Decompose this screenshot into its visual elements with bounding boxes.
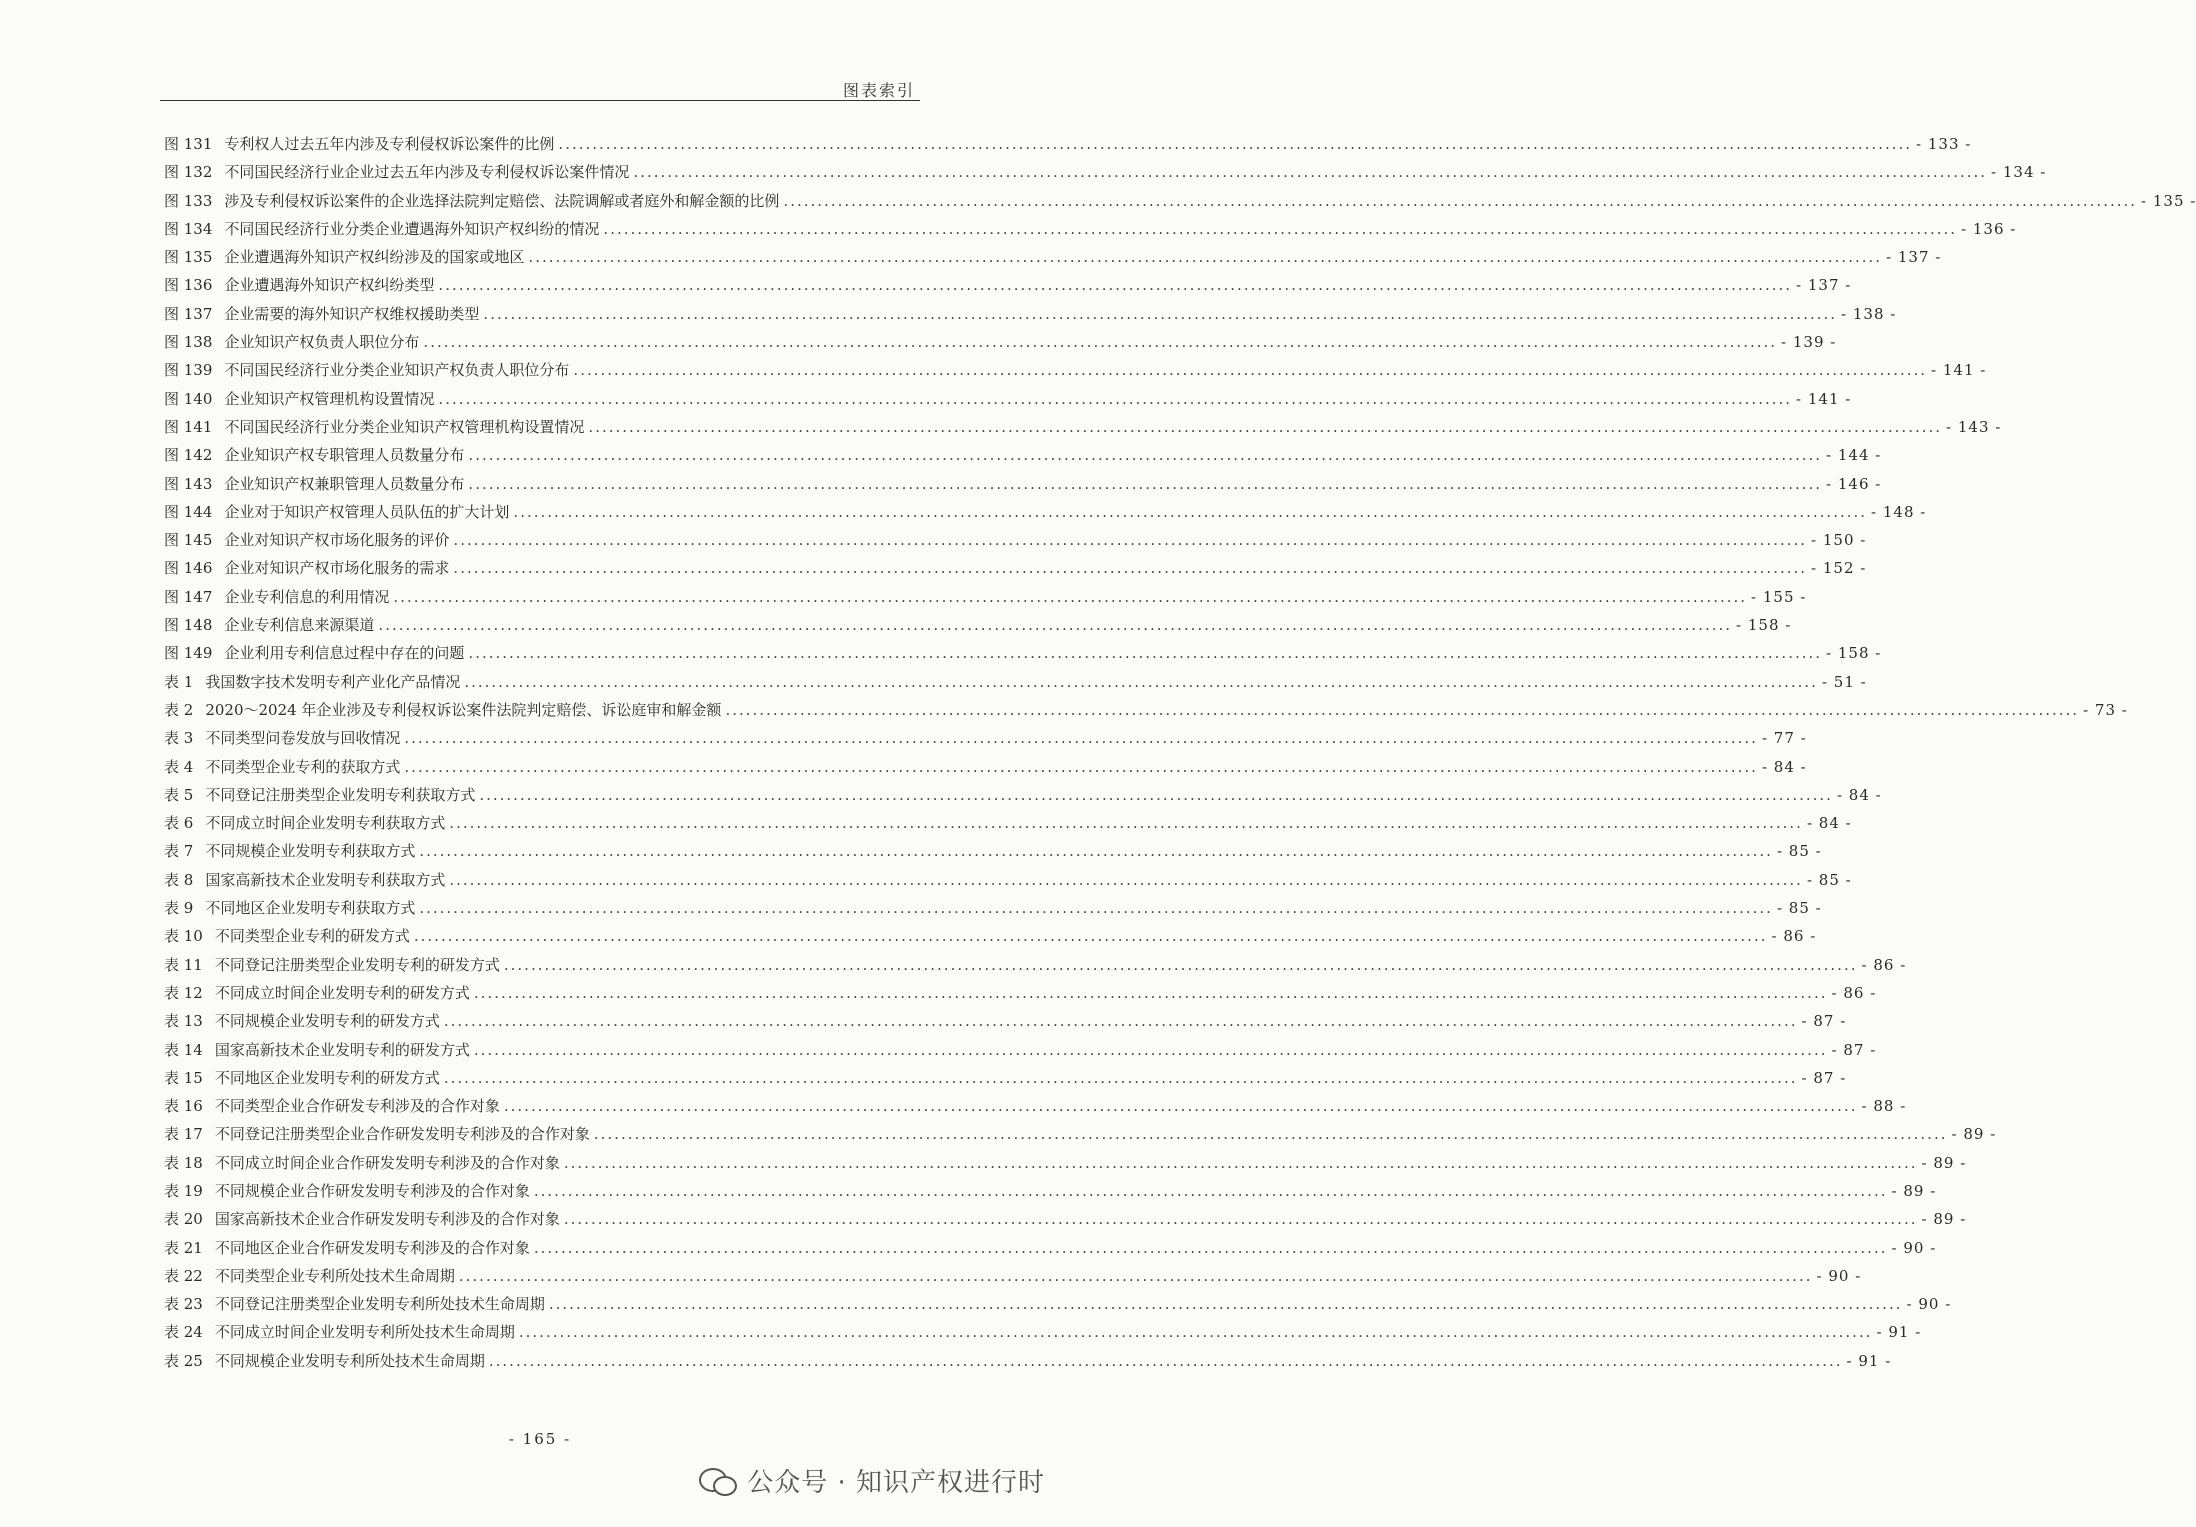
toc-entry-page: - 73 - — [2083, 700, 2128, 719]
toc-leader-dots: ........................................................................................................................................................................................................ — [438, 389, 1793, 408]
toc-entry-number: 表 22 — [164, 1266, 203, 1285]
toc-entry[interactable] — [164, 639, 1882, 667]
toc-leader-dots: ........................................................................................................................................................................................................ — [548, 1295, 1903, 1314]
toc-entry-number: 图 141 — [164, 417, 213, 436]
toc-entry-title: 不同地区企业合作研发发明专利涉及的合作对象 — [214, 1238, 530, 1257]
toc-entry-title: 我国数字技术发明专利产业化产品情况 — [205, 672, 461, 691]
toc-entry-number: 表 23 — [164, 1295, 203, 1314]
toc-entry-title: 企业知识产权专职管理人员数量分布 — [224, 446, 465, 465]
toc-entry[interactable] — [164, 809, 1852, 837]
toc-leader-dots: ........................................................................................................................................................................................................ — [503, 1097, 1858, 1116]
table-of-figures-list — [164, 130, 2196, 1375]
toc-entry-page: - 155 - — [1751, 587, 1807, 606]
toc-leader-dots: ........................................................................................................................................................................................................ — [438, 276, 1793, 295]
toc-entry-title: 不同国民经济行业分类企业知识产权负责人职位分布 — [224, 361, 570, 380]
toc-entry[interactable] — [164, 611, 1792, 639]
toc-entry[interactable] — [164, 1149, 1967, 1177]
toc-entry-number: 图 137 — [164, 304, 213, 323]
toc-entry-number: 表 10 — [164, 927, 203, 946]
toc-entry-title: 企业专利信息来源渠道 — [224, 616, 375, 635]
toc-entry-number: 表 5 — [164, 785, 194, 804]
toc-entry-title: 企业遭遇海外知识产权纠纷涉及的国家或地区 — [224, 248, 525, 267]
toc-entry-number: 图 148 — [164, 616, 213, 635]
toc-entry-title: 不同地区企业发明专利的研发方式 — [214, 1068, 440, 1087]
toc-leader-dots: ........................................................................................................................................................................................................ — [783, 191, 2138, 210]
toc-entry-title: 不同规模企业发明专利获取方式 — [205, 842, 416, 861]
toc-entry[interactable] — [164, 583, 1807, 611]
toc-entry-number: 表 1 — [164, 672, 194, 691]
toc-entry[interactable] — [164, 951, 1907, 979]
toc-entry-page: - 136 - — [1961, 219, 2017, 238]
toc-entry[interactable] — [164, 837, 1822, 865]
toc-entry-title: 不同类型企业专利的获取方式 — [205, 757, 401, 776]
toc-entry-number: 表 18 — [164, 1153, 203, 1172]
toc-entry-page: - 152 - — [1811, 559, 1867, 578]
toc-entry-title: 不同登记注册类型企业发明专利的研发方式 — [214, 955, 500, 974]
toc-leader-dots: ........................................................................................................................................................................................................ — [449, 870, 1803, 889]
toc-entry-title: 国家高新技术企业发明专利获取方式 — [205, 870, 446, 889]
toc-entry[interactable] — [164, 1318, 1922, 1346]
toc-entry-title: 企业对知识产权市场化服务的需求 — [224, 559, 450, 578]
toc-entry[interactable] — [164, 526, 1867, 554]
toc-entry-title: 不同登记注册类型企业发明专利所处技术生命周期 — [214, 1295, 545, 1314]
toc-entry[interactable] — [164, 753, 1807, 781]
toc-entry-number: 表 21 — [164, 1238, 203, 1257]
toc-leader-dots: ........................................................................................................................................................................................................ — [458, 1266, 1813, 1285]
toc-leader-dots: ........................................................................................................................................................................................................ — [558, 135, 1913, 153]
toc-entry-page: - 90 - — [1816, 1266, 1862, 1285]
toc-entry-page: - 86 - — [1771, 927, 1817, 946]
toc-entry[interactable] — [164, 356, 1987, 384]
toc-entry[interactable] — [164, 385, 1852, 413]
toc-entry-title: 2020～2024 年企业涉及专利侵权诉讼案件法院判定赔偿、诉讼庭审和解金额 — [205, 700, 722, 719]
toc-entry[interactable] — [164, 1120, 1997, 1148]
toc-entry-title: 企业知识产权负责人职位分布 — [224, 333, 420, 352]
toc-leader-dots: ........................................................................................................................................................................................................ — [473, 1040, 1828, 1059]
toc-entry-title: 不同类型企业合作研发专利涉及的合作对象 — [214, 1097, 500, 1116]
toc-entry-number: 图 149 — [164, 644, 213, 663]
toc-entry[interactable] — [164, 724, 1807, 752]
toc-entry[interactable] — [164, 1177, 1937, 1205]
toc-entry-title: 企业利用专利信息过程中存在的问题 — [224, 644, 465, 663]
toc-entry[interactable] — [164, 1064, 1847, 1092]
wechat-icon — [699, 1466, 737, 1496]
toc-entry[interactable] — [164, 1234, 1937, 1262]
toc-entry-number: 表 19 — [164, 1181, 203, 1200]
toc-leader-dots: ........................................................................................................................................................................................................ — [423, 333, 1778, 352]
toc-entry[interactable] — [164, 1205, 1967, 1233]
toc-entry-page: - 141 - — [1931, 361, 1987, 380]
toc-leader-dots: ........................................................................................................................................................................................................ — [404, 757, 1758, 776]
toc-entry-page: - 139 - — [1781, 333, 1837, 352]
toc-leader-dots: ........................................................................................................................................................................................................ — [468, 644, 1823, 663]
toc-leader-dots: ........................................................................................................................................................................................................ — [449, 814, 1803, 833]
toc-entry-page: - 89 - — [1921, 1210, 1967, 1229]
toc-entry[interactable] — [164, 1290, 1952, 1318]
toc-entry-number: 图 132 — [164, 163, 213, 182]
toc-entry[interactable] — [164, 1036, 1877, 1064]
toc-entry-number: 表 2 — [164, 700, 194, 719]
toc-entry-title: 不同规模企业发明专利的研发方式 — [214, 1012, 440, 1031]
toc-entry-number: 表 6 — [164, 814, 194, 833]
toc-entry-number: 表 16 — [164, 1097, 203, 1116]
toc-entry-number: 表 24 — [164, 1323, 203, 1342]
toc-entry-number: 图 140 — [164, 389, 213, 408]
toc-entry-number: 表 11 — [164, 955, 203, 974]
toc-leader-dots: ........................................................................................................................................................................................................ — [479, 785, 1833, 804]
toc-entry-page: - 89 - — [1921, 1153, 1967, 1172]
toc-entry-number: 图 136 — [164, 276, 213, 295]
toc-entry-title: 不同登记注册类型企业发明专利获取方式 — [205, 785, 476, 804]
toc-leader-dots: ........................................................................................................................................................................................................ — [518, 1323, 1873, 1342]
toc-entry-page: - 158 - — [1736, 616, 1792, 635]
toc-entry-title: 涉及专利侵权诉讼案件的企业选择法院判定赔偿、法院调解或者庭外和解金额的比例 — [224, 191, 780, 210]
toc-entry-page: - 146 - — [1826, 474, 1882, 493]
toc-entry[interactable] — [164, 668, 1867, 696]
toc-entry[interactable] — [164, 1262, 1862, 1290]
header-divider — [160, 100, 920, 101]
toc-entry-number: 表 13 — [164, 1012, 203, 1031]
toc-leader-dots: ........................................................................................................................................................................................................ — [473, 983, 1828, 1002]
toc-entry[interactable] — [164, 922, 1817, 950]
toc-entry[interactable] — [164, 894, 1822, 922]
toc-entry-page: - 138 - — [1841, 304, 1897, 323]
toc-entry-page: - 91 - — [1846, 1351, 1892, 1370]
page-number: - 165 - — [508, 1430, 572, 1448]
toc-entry-number: 表 9 — [164, 899, 194, 918]
toc-leader-dots: ........................................................................................................................................................................................................ — [573, 361, 1928, 380]
toc-entry-title: 不同地区企业发明专利获取方式 — [205, 899, 416, 918]
toc-entry-title: 不同国民经济行业企业过去五年内涉及专利侵权诉讼案件情况 — [224, 163, 630, 182]
toc-entry-title: 不同成立时间企业合作研发发明专利涉及的合作对象 — [214, 1153, 560, 1172]
toc-entry-page: - 89 - — [1951, 1125, 1997, 1144]
toc-entry[interactable] — [164, 1347, 1892, 1375]
toc-leader-dots: ........................................................................................................................................................................................................ — [404, 729, 1758, 748]
toc-entry[interactable] — [164, 696, 2128, 724]
toc-entry-page: - 77 - — [1761, 729, 1807, 748]
toc-entry[interactable] — [164, 243, 1942, 271]
toc-entry[interactable] — [164, 866, 1852, 894]
toc-leader-dots: ........................................................................................................................................................................................................ — [488, 1351, 1843, 1370]
toc-entry-title: 不同类型企业专利的研发方式 — [214, 927, 410, 946]
toc-entry-title: 不同登记注册类型企业合作研发发明专利涉及的合作对象 — [214, 1125, 590, 1144]
toc-entry-number: 图 134 — [164, 219, 213, 238]
toc-entry-page: - 90 - — [1906, 1295, 1952, 1314]
toc-leader-dots: ........................................................................................................................................................................................................ — [413, 927, 1768, 946]
toc-entry[interactable] — [164, 158, 2047, 186]
toc-leader-dots: ........................................................................................................................................................................................................ — [513, 502, 1868, 521]
toc-entry-page: - 85 - — [1806, 870, 1852, 889]
toc-entry-page: - 158 - — [1826, 644, 1882, 663]
toc-entry[interactable] — [164, 215, 2017, 243]
toc-entry-number: 表 12 — [164, 983, 203, 1002]
toc-entry-title: 企业需要的海外知识产权维权援助类型 — [224, 304, 480, 323]
toc-leader-dots: ........................................................................................................................................................................................................ — [588, 417, 1943, 436]
toc-entry[interactable] — [164, 1092, 1907, 1120]
toc-entry-number: 图 144 — [164, 502, 213, 521]
watermark-text: 公众号 · 知识产权进行时 — [747, 1468, 1045, 1498]
toc-leader-dots: ........................................................................................................................................................................................................ — [464, 672, 1818, 691]
toc-entry-page: - 90 - — [1891, 1238, 1937, 1257]
toc-leader-dots: ........................................................................................................................................................................................................ — [443, 1068, 1798, 1087]
toc-leader-dots: ........................................................................................................................................................................................................ — [533, 1181, 1888, 1200]
toc-leader-dots: ........................................................................................................................................................................................................ — [443, 1012, 1798, 1031]
toc-entry-page: - 134 - — [1991, 163, 2047, 182]
toc-entry-page: - 84 - — [1806, 814, 1852, 833]
toc-entry-title: 企业知识产权兼职管理人员数量分布 — [224, 474, 465, 493]
toc-entry[interactable] — [164, 187, 2196, 215]
toc-leader-dots: ........................................................................................................................................................................................................ — [468, 474, 1823, 493]
toc-entry-page: - 150 - — [1811, 531, 1867, 550]
toc-leader-dots: ........................................................................................................................................................................................................ — [468, 446, 1823, 465]
toc-leader-dots: ........................................................................................................................................................................................................ — [419, 842, 1773, 861]
toc-entry-number: 表 4 — [164, 757, 194, 776]
toc-entry-number: 图 135 — [164, 248, 213, 267]
toc-leader-dots: ........................................................................................................................................................................................................ — [503, 955, 1858, 974]
toc-entry-title: 不同规模企业合作研发发明专利涉及的合作对象 — [214, 1181, 530, 1200]
toc-entry-title: 不同类型企业专利所处技术生命周期 — [214, 1266, 455, 1285]
toc-entry[interactable] — [164, 300, 1897, 328]
toc-entry-page: - 137 - — [1796, 276, 1852, 295]
toc-entry-number: 图 145 — [164, 531, 213, 550]
toc-entry-title: 不同成立时间企业发明专利所处技术生命周期 — [214, 1323, 515, 1342]
watermark — [699, 1462, 1045, 1499]
toc-entry-page: - 91 - — [1876, 1323, 1922, 1342]
toc-entry-title: 不同国民经济行业分类企业知识产权管理机构设置情况 — [224, 417, 585, 436]
toc-entry-number: 图 138 — [164, 333, 213, 352]
toc-leader-dots: ........................................................................................................................................................................................................ — [393, 587, 1748, 606]
toc-leader-dots: ........................................................................................................................................................................................................ — [483, 304, 1838, 323]
toc-entry-page: - 85 - — [1776, 842, 1822, 861]
toc-leader-dots: ........................................................................................................................................................................................................ — [533, 1238, 1888, 1257]
toc-entry-number: 表 15 — [164, 1068, 203, 1087]
toc-entry-number: 表 7 — [164, 842, 194, 861]
toc-entry-number: 图 147 — [164, 587, 213, 606]
toc-entry[interactable] — [164, 498, 1927, 526]
toc-entry-page: - 148 - — [1871, 502, 1927, 521]
toc-leader-dots: ........................................................................................................................................................................................................ — [528, 248, 1883, 267]
toc-entry-number: 图 142 — [164, 446, 213, 465]
toc-entry-page: - 143 - — [1946, 417, 2002, 436]
toc-entry[interactable] — [164, 441, 1882, 469]
toc-leader-dots: ........................................................................................................................................................................................................ — [633, 163, 1988, 182]
toc-entry[interactable] — [164, 130, 1972, 158]
toc-entry-page: - 135 - — [2141, 191, 2196, 210]
toc-leader-dots: ........................................................................................................................................................................................................ — [563, 1210, 1918, 1229]
toc-entry-page: - 144 - — [1826, 446, 1882, 465]
toc-entry-page: - 88 - — [1861, 1097, 1907, 1116]
toc-entry-title: 国家高新技术企业合作研发发明专利涉及的合作对象 — [214, 1210, 560, 1229]
page-header-title: 图表索引 — [842, 81, 915, 100]
toc-entry-number: 表 3 — [164, 729, 194, 748]
toc-entry-number: 图 139 — [164, 361, 213, 380]
toc-leader-dots: ........................................................................................................................................................................................................ — [453, 531, 1808, 550]
toc-entry-page: - 86 - — [1861, 955, 1907, 974]
toc-entry-number: 图 146 — [164, 559, 213, 578]
toc-entry-page: - 141 - — [1796, 389, 1852, 408]
toc-entry-number: 表 8 — [164, 870, 194, 889]
toc-entry[interactable] — [164, 781, 1882, 809]
toc-entry-page: - 85 - — [1776, 899, 1822, 918]
toc-entry-page: - 87 - — [1801, 1012, 1847, 1031]
toc-entry-title: 企业对知识产权市场化服务的评价 — [224, 531, 450, 550]
toc-entry-title: 不同规模企业发明专利所处技术生命周期 — [214, 1351, 485, 1370]
toc-entry-title: 不同国民经济行业分类企业遭遇海外知识产权纠纷的情况 — [224, 219, 600, 238]
toc-entry[interactable] — [164, 328, 1837, 356]
toc-entry-page: - 87 - — [1831, 1040, 1877, 1059]
toc-entry-title: 专利权人过去五年内涉及专利侵权诉讼案件的比例 — [224, 135, 555, 153]
toc-entry[interactable] — [164, 554, 1867, 582]
toc-entry-title: 不同类型问卷发放与回收情况 — [205, 729, 401, 748]
toc-entry[interactable] — [164, 413, 2002, 441]
toc-leader-dots: ........................................................................................................................................................................................................ — [419, 899, 1773, 918]
toc-entry-page: - 87 - — [1801, 1068, 1847, 1087]
toc-entry-number: 表 17 — [164, 1125, 203, 1144]
toc-entry-page: - 84 - — [1836, 785, 1882, 804]
toc-leader-dots: ........................................................................................................................................................................................................ — [378, 616, 1733, 635]
toc-entry-number: 图 131 — [164, 135, 213, 153]
toc-entry-title: 国家高新技术企业发明专利的研发方式 — [214, 1040, 470, 1059]
toc-entry-page: - 89 - — [1891, 1181, 1937, 1200]
toc-entry[interactable] — [164, 1007, 1847, 1035]
toc-entry-title: 企业知识产权管理机构设置情况 — [224, 389, 435, 408]
toc-entry[interactable] — [164, 979, 1877, 1007]
toc-entry-title: 不同成立时间企业发明专利获取方式 — [205, 814, 446, 833]
toc-entry-title: 企业遭遇海外知识产权纠纷类型 — [224, 276, 435, 295]
toc-leader-dots: ........................................................................................................................................................................................................ — [725, 700, 2080, 719]
toc-entry-page: - 137 - — [1886, 248, 1942, 267]
toc-entry-title: 企业对于知识产权管理人员队伍的扩大计划 — [224, 502, 510, 521]
toc-entry-number: 图 133 — [164, 191, 213, 210]
toc-leader-dots: ........................................................................................................................................................................................................ — [593, 1125, 1948, 1144]
toc-entry-number: 表 20 — [164, 1210, 203, 1229]
toc-entry-number: 表 14 — [164, 1040, 203, 1059]
toc-entry-title: 企业专利信息的利用情况 — [224, 587, 390, 606]
toc-entry-page: - 86 - — [1831, 983, 1877, 1002]
toc-entry-page: - 51 - — [1821, 672, 1867, 691]
toc-entry-title: 不同成立时间企业发明专利的研发方式 — [214, 983, 470, 1002]
toc-leader-dots: ........................................................................................................................................................................................................ — [563, 1153, 1918, 1172]
toc-entry[interactable] — [164, 470, 1882, 498]
toc-leader-dots: ........................................................................................................................................................................................................ — [603, 219, 1958, 238]
toc-leader-dots: ........................................................................................................................................................................................................ — [453, 559, 1808, 578]
toc-entry[interactable] — [164, 271, 1852, 299]
toc-entry-page: - 84 - — [1761, 757, 1807, 776]
toc-entry-page: - 133 - — [1916, 135, 1972, 153]
toc-entry-number: 图 143 — [164, 474, 213, 493]
toc-entry-number: 表 25 — [164, 1351, 203, 1370]
